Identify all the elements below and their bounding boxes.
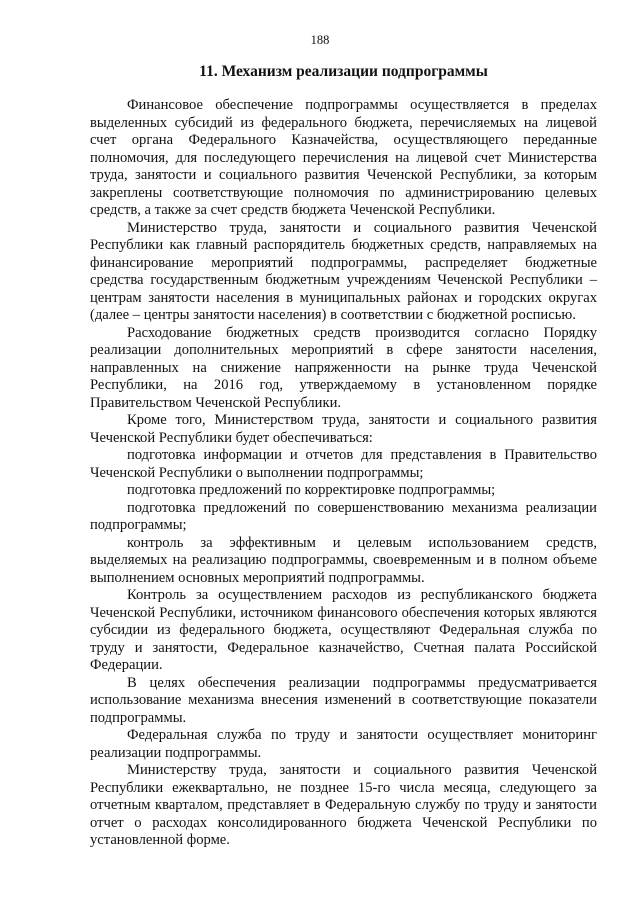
paragraph-duty-improvement: подготовка предложений по совершенствованию механизма реализации подпрограммы; <box>90 499 597 533</box>
section-heading: 11. Механизм реализации подпрограммы <box>199 63 488 80</box>
page-number: 188 <box>310 33 330 47</box>
paragraph-quarterly-report: Министерству труда, занятости и социального развития Чеченской Республики ежеквартально, не позднее 15-го числа месяца, следующего за отчетным кварталом, представляет в Федеральную службу по труду и занятости отчет о расходах консолидированного бюджета Чеченской Республики по установленной форме. <box>90 762 597 848</box>
paragraph-financing: Финансовое обеспечение подпрограммы осуществляется в пределах выделенных субсидий из федерального бюджета, перечисляемых на лицевой счет органа Федерального Казначейства, осуществляющего переданные полномочия, для последующего перечисления на лицевой счет Министерства труда, занятости и социального развития Чеченской Республики, за которым закреплены соответствующие полномочия по администрированию целевых средств, а также за счет средств бюджета Чеченской Республики. <box>90 97 597 218</box>
paragraph-duty-adjustments: подготовка предложений по корректировке подпрограммы; <box>127 482 496 498</box>
paragraph-change-mechanism: В целях обеспечения реализации подпрограммы предусматривается использование механизма внесения изменений в соответствующие показатели подпрограммы. <box>90 674 597 726</box>
paragraph-ministry-distribution: Министерство труда, занятости и социального развития Чеченской Республики как главный распорядитель бюджетных средств, направляемых на финансирование мероприятий подпрограммы, распределяет бюджетные средства государственным бюджетным учреждениям Чеченской Республики – центрам занятости населения в муниципальных районах и городских округах (далее – центры занятости населения) в соответствии с бюджетной росписью. <box>90 219 597 323</box>
paragraph-monitoring: Федеральная служба по труду и занятости осуществляет мониторинг реализации подпрограммы. <box>90 727 597 761</box>
paragraph-spending-order: Расходование бюджетных средств производится согласно Порядку реализации дополнительных мероприятий в сфере занятости населения, направленных на снижение напряженности на рынке труда Чеченской Республики, на 2016 год, утверждаемому в установленном порядке Правительством Чеченской Республики. <box>90 324 597 411</box>
paragraph-ministry-duties-intro: Кроме того, Министерством труда, занятости и социального развития Чеченской Республики будет обеспечиваться: <box>90 412 597 446</box>
paragraph-duty-control: контроль за эффективным и целевым использованием средств, выделяемых на реализацию подпрограммы, своевременным и в полном объеме выполнением основных мероприятий подпрограммы. <box>90 534 597 586</box>
paragraph-expense-control: Контроль за осуществлением расходов из республиканского бюджета Чеченской Республики, источником финансового обеспечения которых являются субсидии из федерального бюджета, осуществляют Федеральная служба по труду и занятости, Федеральное казначейство, Счетная палата Российской Федерации. <box>90 587 597 673</box>
body-text <box>90 97 597 850</box>
paragraph-duty-reports: подготовка информации и отчетов для представления в Правительство Чеченской Республики о выполнении подпрограммы; <box>90 447 597 481</box>
